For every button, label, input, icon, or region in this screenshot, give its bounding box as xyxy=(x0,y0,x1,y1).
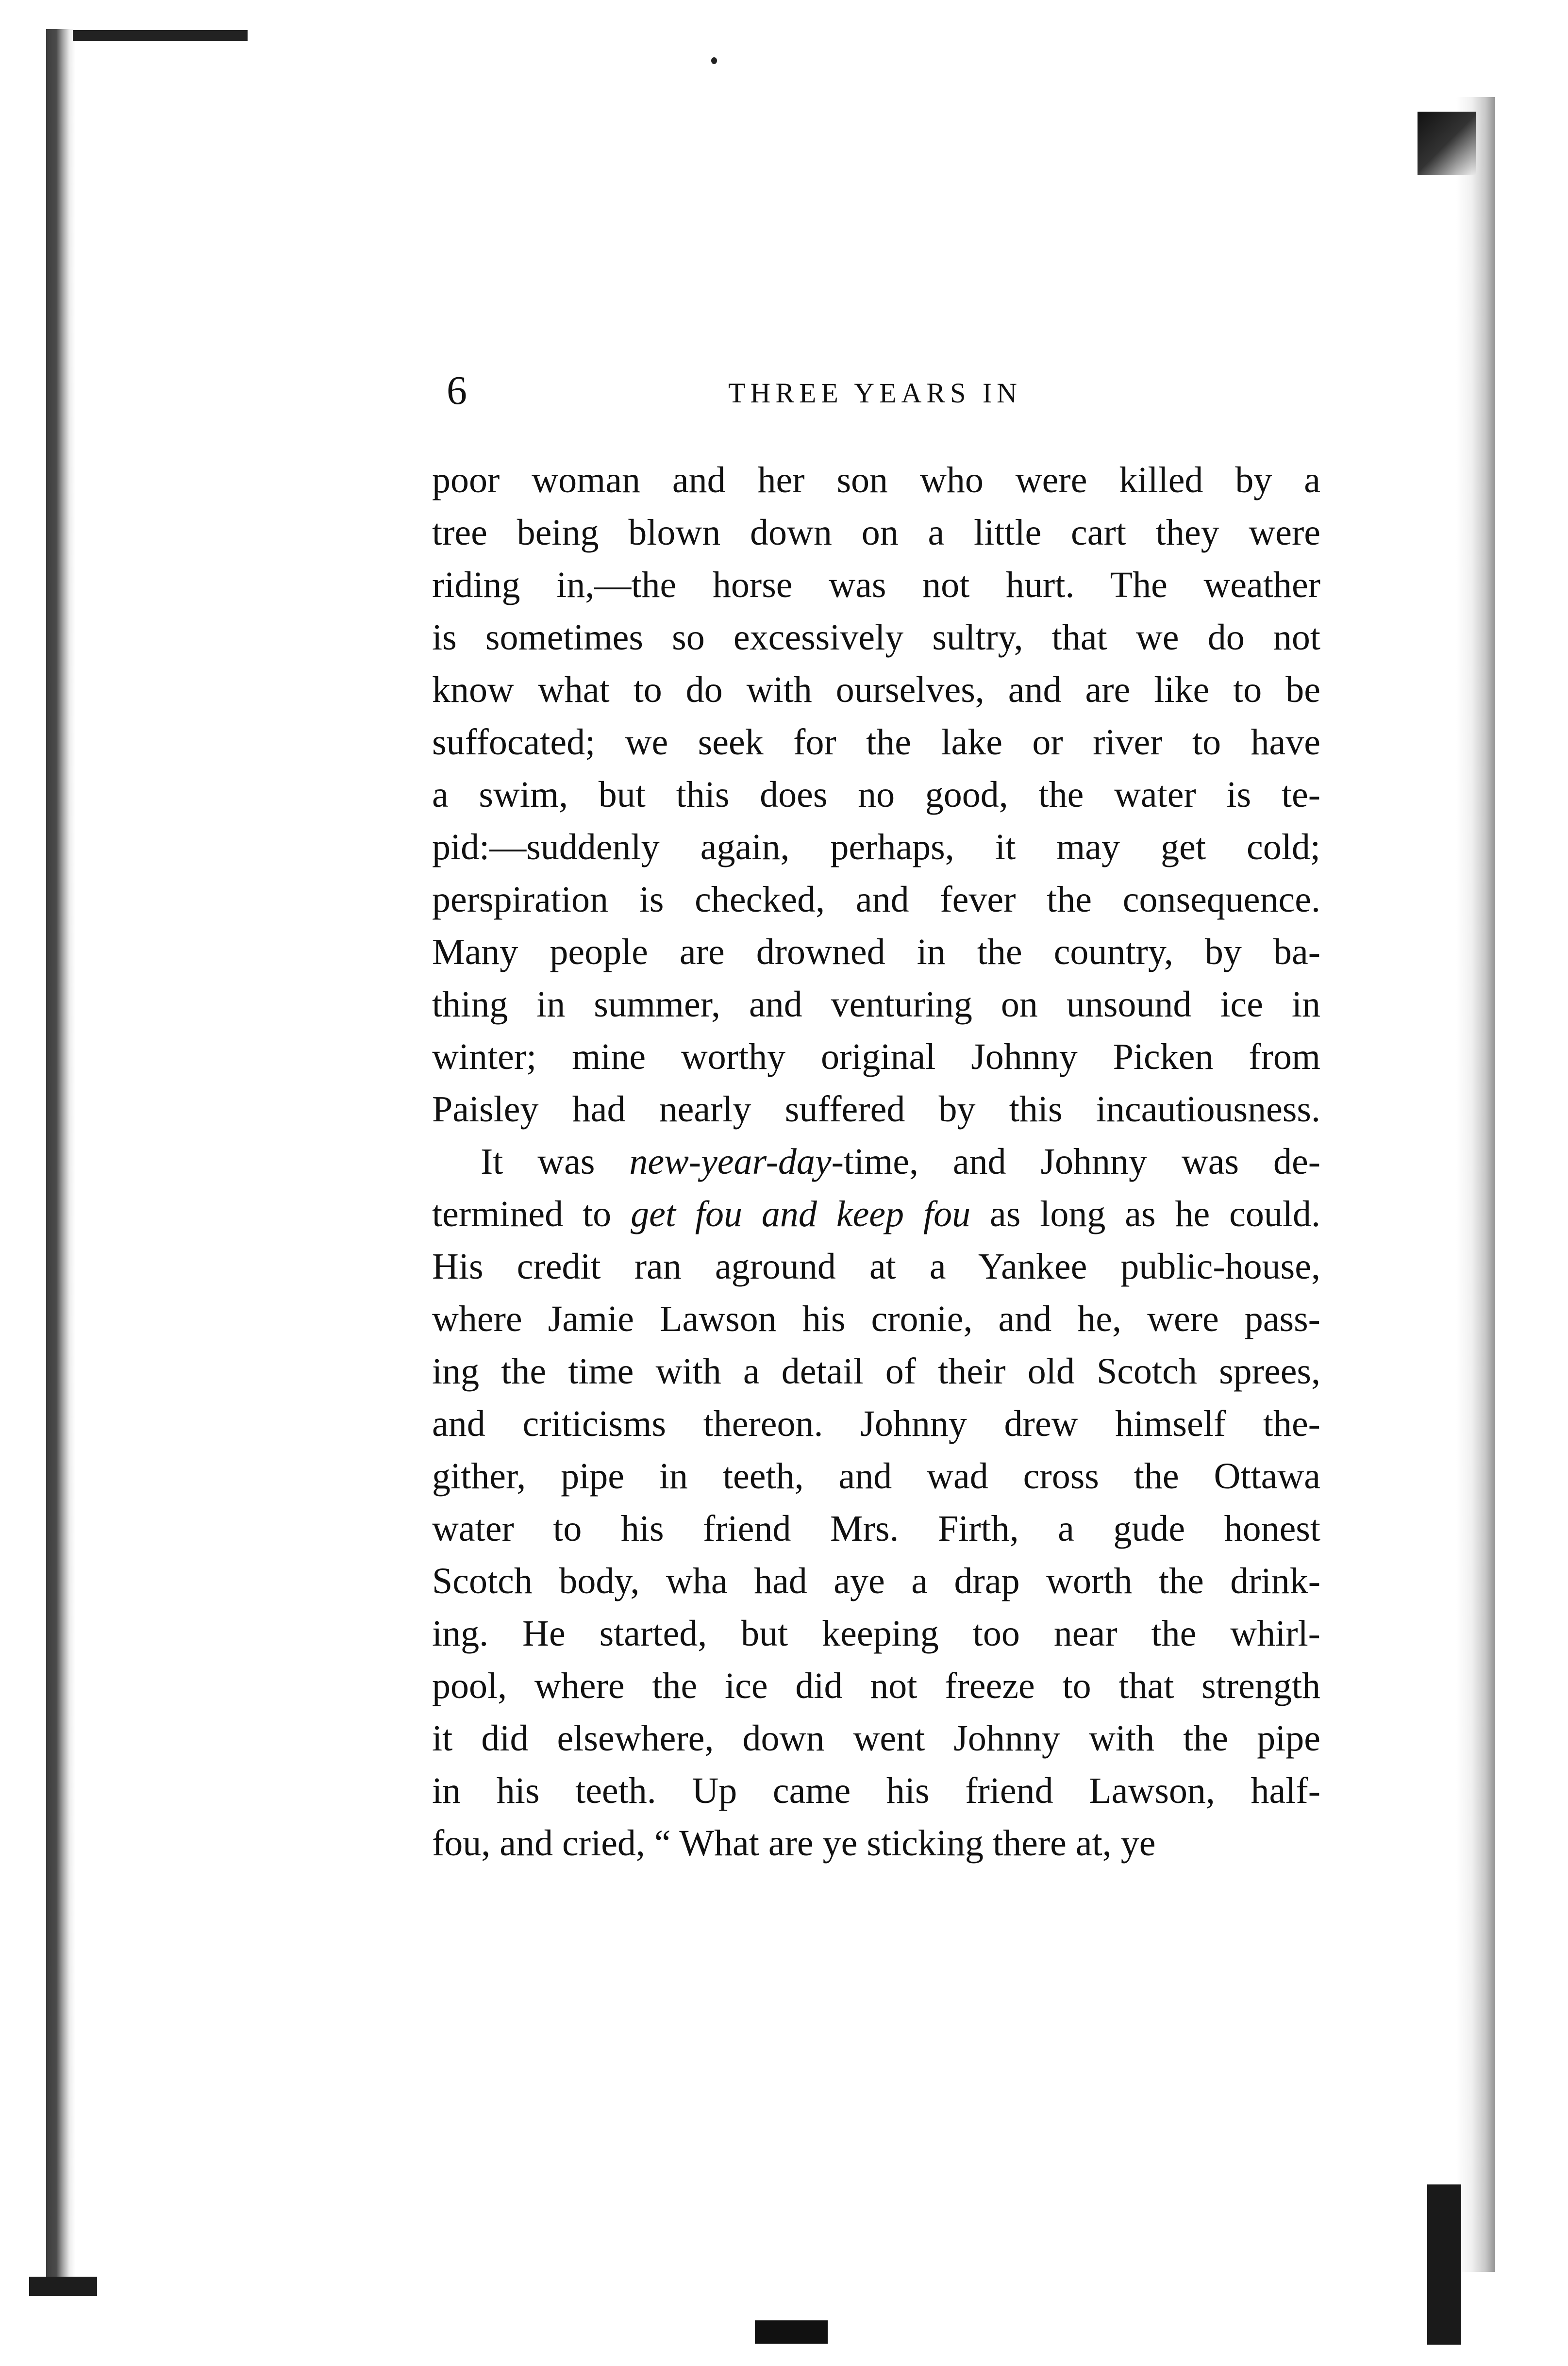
text-line: and criticisms thereon. Johnny drew himself the- xyxy=(432,1403,1320,1444)
text-line: Paisley had nearly suffered by this incautiousness. xyxy=(432,1089,1320,1130)
text-line: pool, where the ice did not freeze to that strength xyxy=(432,1666,1320,1706)
text-line: gither, pipe in teeth, and wad cross the Ottawa xyxy=(432,1456,1320,1497)
text-run: It was xyxy=(481,1141,630,1182)
page-number: 6 xyxy=(447,368,467,413)
page-edge-top-mark xyxy=(1418,112,1476,175)
text-run: termined to xyxy=(432,1194,631,1234)
ink-dot xyxy=(711,57,717,64)
paragraph-start-line xyxy=(432,1135,1320,1188)
text-line: a swim, but this does no good, the water is te- xyxy=(432,774,1320,815)
text-line: pid:—suddenly again, perhaps, it may get cold; xyxy=(432,827,1320,867)
text-line: is sometimes so excessively sultry, that we do not xyxy=(432,617,1320,658)
text-line: fou, and cried, “ What are ye sticking there at, ye xyxy=(432,1823,1156,1864)
page-edge-shadow xyxy=(1456,97,1495,2272)
text-line: suffocated; we seek for the lake or river to have xyxy=(432,722,1320,763)
text-line: winter; mine worthy original Johnny Picken from xyxy=(432,1036,1320,1077)
text-line: in his teeth. Up came his friend Lawson, half- xyxy=(432,1770,1320,1811)
text-line: it did elsewhere, down went Johnny with the pipe xyxy=(432,1718,1320,1759)
text-line: Many people are drowned in the country, by ba- xyxy=(432,932,1320,972)
text-run: -time, and Johnny was de- xyxy=(831,1141,1320,1182)
italic-run: new-year-day xyxy=(629,1141,832,1182)
italic-run: get fou and keep fou xyxy=(631,1194,971,1234)
page-binding-shadow xyxy=(46,29,75,2291)
text-line: know what to do with ourselves, and are like to be xyxy=(432,669,1320,710)
text-line: ing. He started, but keeping too near the whirl- xyxy=(432,1613,1320,1654)
text-line: ing the time with a detail of their old Scotch sprees, xyxy=(432,1351,1320,1392)
text-line: riding in,—the horse was not hurt. The weather xyxy=(432,565,1320,605)
text-line: perspiration is checked, and fever the consequence. xyxy=(432,879,1320,920)
text-line: thing in summer, and venturing on unsound ice in xyxy=(432,984,1320,1025)
page-edge-bottom-mark xyxy=(1427,2184,1461,2345)
binding-bottom-mark xyxy=(29,2277,97,2296)
body-text xyxy=(432,454,1320,1869)
text-line: Scotch body, wha had aye a drap worth the drink- xyxy=(432,1561,1320,1601)
running-head xyxy=(447,369,1311,413)
text-line: water to his friend Mrs. Firth, a gude honest xyxy=(432,1508,1320,1549)
text-line: His credit ran aground at a Yankee public-house, xyxy=(432,1246,1320,1287)
binding-top-mark xyxy=(73,30,248,41)
text-line xyxy=(432,1188,1320,1240)
text-run: as long as he could. xyxy=(970,1194,1321,1234)
scan-bottom-mark xyxy=(755,2320,828,2344)
running-title: THREE YEARS IN xyxy=(728,377,1022,409)
text-line: poor woman and her son who were killed by a xyxy=(432,460,1320,500)
text-line: where Jamie Lawson his cronie, and he, were pass- xyxy=(432,1299,1320,1339)
text-line: tree being blown down on a little cart they were xyxy=(432,512,1320,553)
